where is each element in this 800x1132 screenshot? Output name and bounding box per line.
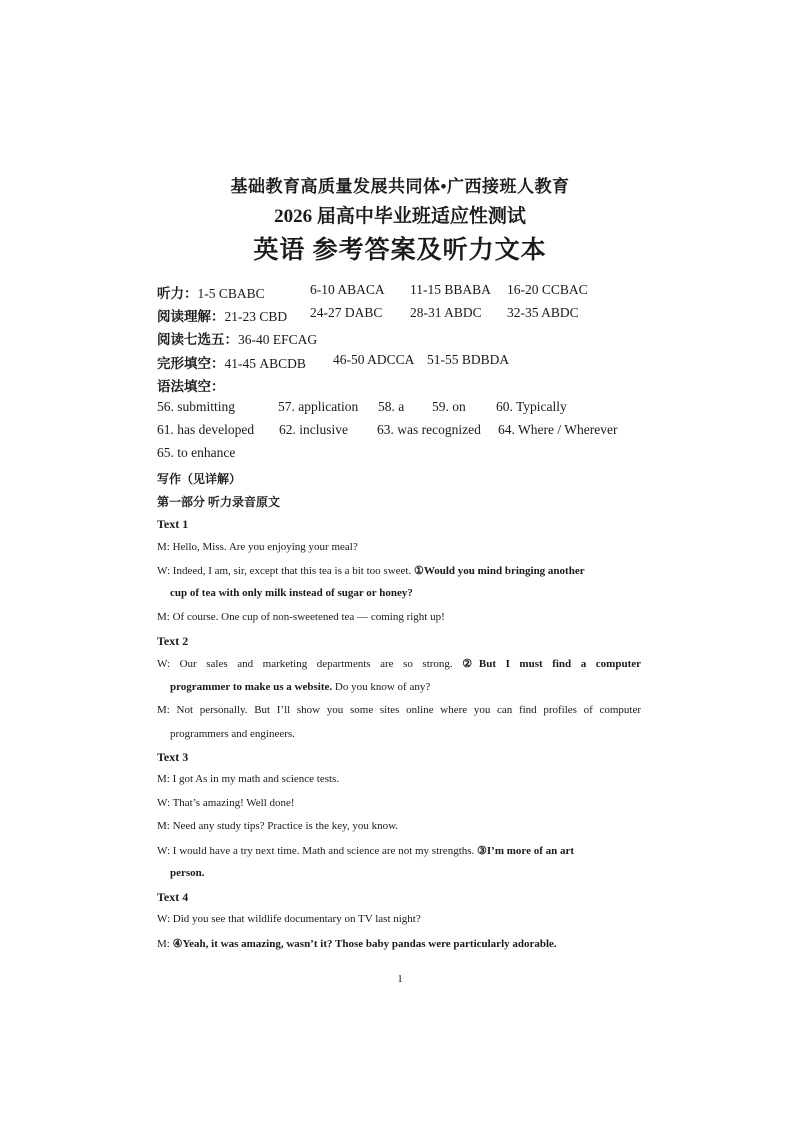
transcript-line: M: Hello, Miss. Are you enjoying your meal? [157,541,358,553]
answer-group: 6-10 ABACA [310,282,385,297]
organization-title: 基础教育高质量发展共同体•广西接班人教育 [230,177,570,196]
answer-group: 24-27 DABC [310,305,383,320]
answer-group: 1-5 CBABC [197,286,265,301]
answer-group: 51-55 BDBDA [427,352,510,367]
page-number: 1 [397,973,403,985]
transcript-line: M: ④Yeah, it was amazing, wasn’t it? Those baby pandas were particularly adorable. [157,938,557,950]
listening-label: 听力： [157,286,198,301]
exam-title: 2026 届高中毕业班适应性测试 [274,206,526,227]
text-4-title: Text 4 [157,890,189,904]
grammar-answer: 62. inclusive [279,422,348,437]
cloze-label: 完形填空： [157,356,225,371]
grammar-answer: 63. was recognized [377,422,481,437]
text-3-title: Text 3 [157,750,189,764]
answer-group: 16-20 CCBAC [507,282,588,297]
grammar-label: 语法填空： [157,379,225,394]
key-sentence: cup of tea with only milk instead of sugar or honey? [170,587,413,599]
answer-group: 36-40 EFCAG [238,332,318,347]
reading-answers-row [157,305,287,325]
answer-group: 32-35 ABDC [507,305,579,320]
transcript-line: W: Our sales and marketing departments are so strong. ②But I must find a computer [157,658,641,670]
key-sentence: ①Would you mind bringing another [413,565,585,577]
transcript-line: M: Not personally. But I’ll show you some sites online where you can find profiles of computer [157,704,641,716]
key-sentence: programmer to make us a website. [170,681,333,693]
grammar-answer: 61. has developed [157,422,255,437]
document-title: 英语 参考答案及听力文本 [253,237,547,264]
key-sentence: ④Yeah, it was amazing, wasn’t it? Those baby pandas were particularly adorable. [172,938,557,950]
answer-group: 41-45 ABCDB [224,356,306,371]
key-sentence: ③I’m more of an art [477,845,575,857]
seven-choice-label: 阅读七选五： [157,332,238,347]
transcript-title: 第一部分 听力录音原文 [157,495,281,509]
writing-note: 写作（见详解） [157,472,242,486]
listening-answers-row [157,282,265,302]
transcript-line: programmer to make us a website. Do you know of any? [170,681,431,693]
reading-label: 阅读理解： [157,309,225,324]
grammar-answer: 56. submitting [157,399,236,414]
grammar-answer: 65. to enhance [157,445,236,460]
answer-group: 28-31 ABDC [410,305,482,320]
cloze-answers-row [157,352,306,372]
grammar-answer: 60. Typically [496,399,567,414]
text-2-title: Text 2 [157,634,189,648]
seven-choice-answers-row [157,328,317,348]
transcript-line: M: Need any study tips? Practice is the key, you know. [157,820,399,832]
transcript-line: W: That’s amazing! Well done! [157,797,295,809]
key-sentence: person. [170,867,205,879]
transcript-line: M: Of course. One cup of non-sweetened tea — coming right up! [157,611,445,623]
grammar-answer: 58. a [378,399,405,414]
grammar-answer: 64. Where / Wherever [498,422,618,437]
transcript-line: W: Indeed, I am, sir, except that this tea is a bit too sweet. ①Would you mind bringing another [157,565,585,577]
key-sentence: ②But I must find a computer [462,658,641,670]
answer-group: 46-50 ADCCA [333,352,415,367]
answer-group: 11-15 BBABA [410,282,491,297]
text-1-title: Text 1 [157,517,189,531]
grammar-answer: 59. on [432,399,466,414]
grammar-answer: 57. application [278,399,359,414]
transcript-line: M: I got As in my math and science tests. [157,773,340,785]
answer-group: 21-23 CBD [224,309,288,324]
transcript-line: W: Did you see that wildlife documentary on TV last night? [157,913,421,925]
transcript-line: programmers and engineers. [170,728,295,740]
transcript-line: W: I would have a try next time. Math and science are not my strengths. ③I’m more of an art [157,845,575,857]
